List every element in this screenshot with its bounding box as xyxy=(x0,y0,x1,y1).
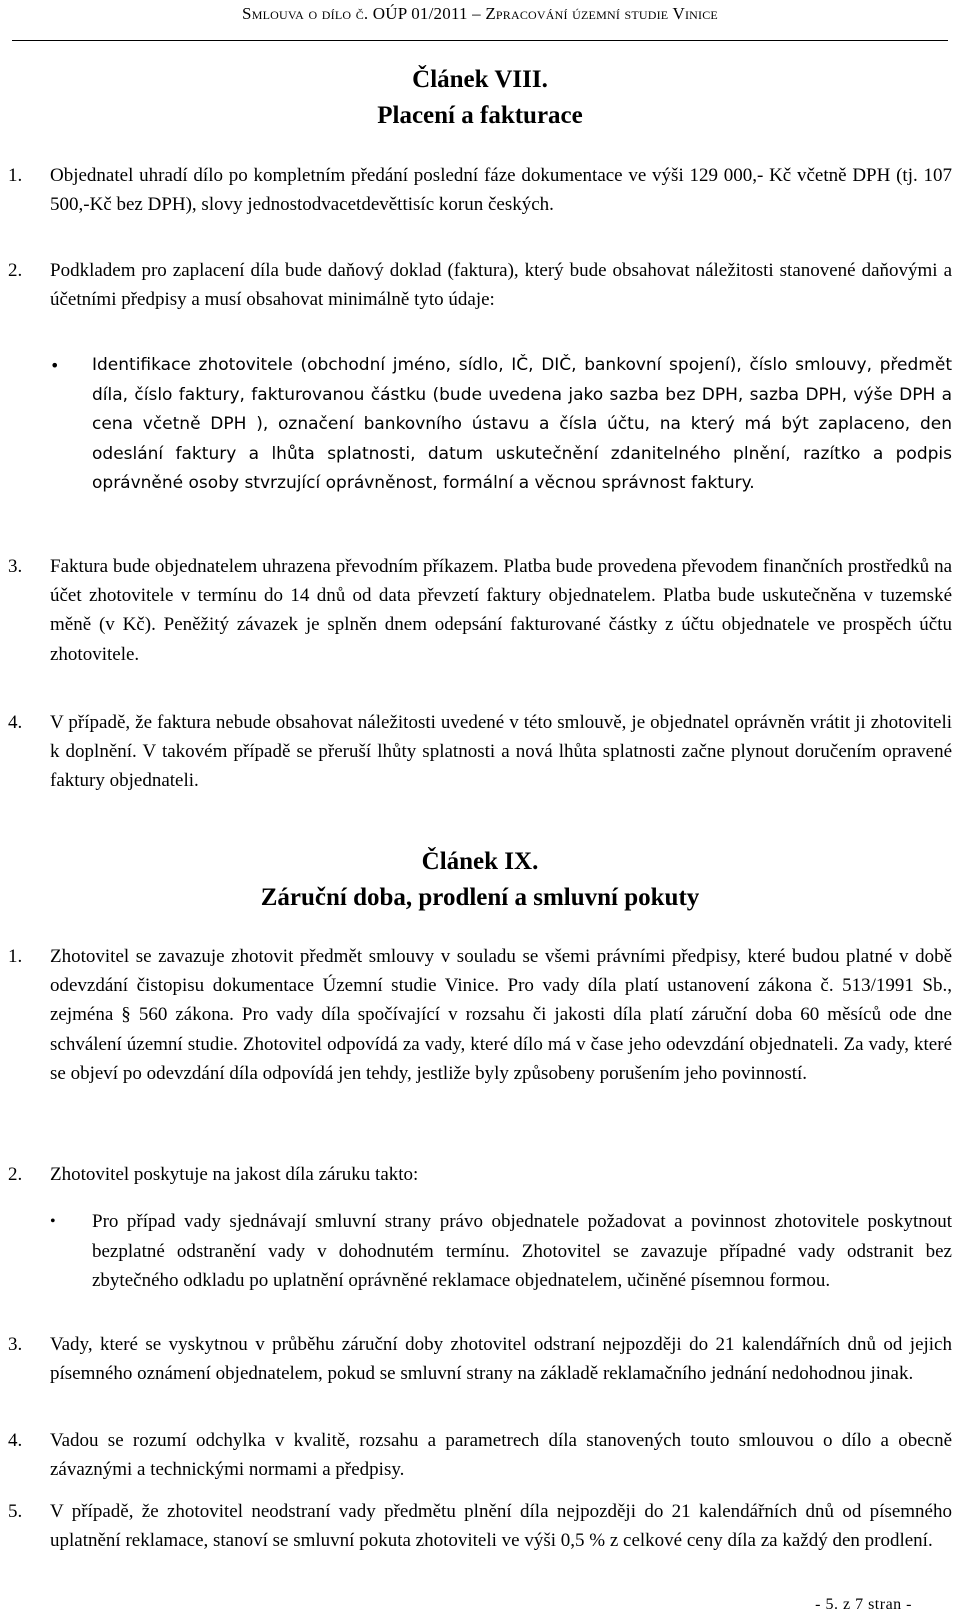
item-number: 4. xyxy=(8,712,23,733)
article-8-item-1 xyxy=(8,161,952,219)
item-text: V případě, že zhotovitel neodstraní vady předmětu plnění díla nejpozději do 21 kalendářních dnů od písemného uplatnění reklamace, stanoví se smluvní pokuta zhotoviteli ve výši 0,5 % z celkové ceny díla za každý den prodlení. xyxy=(50,1501,952,1552)
article-8-item-3 xyxy=(8,552,952,669)
article-9-item-4 xyxy=(8,1426,952,1484)
article-9-subheading: Záruční doba, prodlení a smluvní pokuty xyxy=(260,884,700,911)
item-number: 3. xyxy=(8,556,23,577)
article-9-item-1 xyxy=(8,942,952,1088)
article-8-item-2 xyxy=(8,256,952,314)
bullet-text: Pro případ vady sjednávají smluvní strany právo objednatele požadovat a povinnost zhotovitele poskytnout bezplatné odstranění vady v dohodnutém termínu. Zhotovitel se zavazuje případné vady odstranit bez zbytečného odkladu po uplatnění oprávněné reklamace objednatelem, učiněné písemnou formou. xyxy=(92,1211,952,1291)
bullet-symbol: • xyxy=(50,1213,56,1230)
item-number: 1. xyxy=(8,165,23,186)
item-text: V případě, že faktura nebude obsahovat náležitosti uvedené v této smlouvě, je objednatel oprávněn vrátit ji zhotoviteli k doplnění. V takovém případě se přeruší lhůty splatnosti a nová lhůta splatnosti začne plynout doručením opravené faktury objednateli. xyxy=(50,712,952,792)
item-text: Zhotovitel se zavazuje zhotovit předmět smlouvy v souladu se všemi právními předpisy, které budou platné v době odevzdání čistopisu dokumentace Územní studie Vinice. Pro vady díla platí ustanovení zákona č. 513/1991 Sb., zejména § 560 zákona. Pro vady díla spočívající v rozsahu či jakosti díla platí záruční doba 60 měsíců ode dne schválení územní studie. Zhotovitel odpovídá za vady, které dílo má v čase jeho odevzdání objednateli. Za vady, které se objeví po odevzdání díla odpovídá jen tehdy, jestliže byly způsobeny porušením jeho povinností. xyxy=(50,946,952,1084)
bullet-text: Identifikace zhotovitele (obchodní jméno, sídlo, IČ, DIČ, bankovní spojení), číslo smlouvy, předmět díla, číslo faktury, fakturovanou částku (bude uvedena jako sazba bez DPH, sazba DPH, výše DPH a cena včetně DPH ), označení bankovního ústavu a čísla účtu, na který má být zaplaceno, den odeslání faktury a lhůta splatnosti, datum uskutečnění zdanitelného plnění, razítko a podpis oprávněné osoby stvrzující oprávněnost, formální a věcnou správnost faktury. xyxy=(92,355,952,493)
article-9-heading: Článek IX. xyxy=(421,848,539,875)
item-number: 1. xyxy=(8,946,23,967)
article-8-bullet xyxy=(50,351,952,499)
article-9-bullet xyxy=(50,1207,952,1296)
item-number: 2. xyxy=(8,260,23,281)
header-divider xyxy=(12,40,948,41)
item-text: Podkladem pro zaplacení díla bude daňový doklad (faktura), který bude obsahovat náležitosti stanovené daňovými a účetními předpisy a musí obsahovat minimálně tyto údaje: xyxy=(50,260,952,311)
item-number: 5. xyxy=(8,1501,23,1522)
item-text: Zhotovitel poskytuje na jakost díla záruku takto: xyxy=(50,1164,419,1185)
item-number: 4. xyxy=(8,1430,23,1451)
header-text: Smlouva o dílo č. OÚP 01/2011 – Zpracování územní studie Vinice xyxy=(242,4,718,23)
item-text: Objednatel uhradí dílo po kompletním předání poslední fáze dokumentace ve výši 129 000,- Kč včetně DPH (tj. 107 500,-Kč bez DPH), slovy jednostodvacetdevěttisíc korun českých. xyxy=(50,165,952,216)
page-number: - 5. z 7 stran - xyxy=(815,1596,912,1613)
bullet-symbol: • xyxy=(50,356,60,375)
item-number: 3. xyxy=(8,1334,23,1355)
article-8-item-4 xyxy=(8,708,952,796)
page-header xyxy=(0,4,960,24)
article-9-item-2 xyxy=(8,1160,952,1189)
item-text: Vady, které se vyskytnou v průběhu záruční doby zhotovitel odstraní nejpozději do 21 kalendářních dnů od jejich písemného oznámení objednatelem, pokud se smluvní strany na základě reklamačního jednání nedohodnou jinak. xyxy=(50,1334,952,1385)
article-8-subheading: Placení a fakturace xyxy=(377,102,583,129)
item-text: Faktura bude objednatelem uhrazena převodním příkazem. Platba bude provedena převodem finančních prostředků na účet zhotovitele v termínu do 14 dnů od data převzetí faktury objednatelem. Platba bude uskutečněna v tuzemské měně (v Kč). Peněžitý závazek je splněn dnem odepsání fakturované částky z účtu objednatele ve prospěch účtu zhotovitele. xyxy=(50,556,952,665)
article-8-heading: Článek VIII. xyxy=(412,66,548,93)
article-9-item-5 xyxy=(8,1497,952,1555)
item-text: Vadou se rozumí odchylka v kvalitě, rozsahu a parametrech díla stanovených touto smlouvou o dílo a obecně závaznými a technickými normami a předpisy. xyxy=(50,1430,952,1481)
article-9-item-3 xyxy=(8,1330,952,1388)
item-number: 2. xyxy=(8,1164,23,1185)
